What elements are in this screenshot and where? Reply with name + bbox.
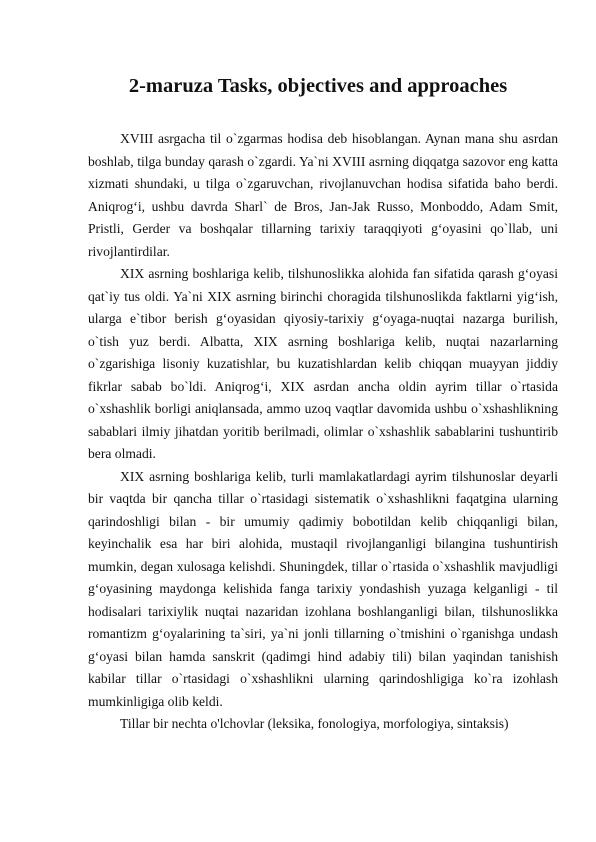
page-title: 2-maruza Tasks, objectives and approaches [128, 74, 508, 97]
paragraph-1: XVIII asrgacha til o`zgarmas hodisa deb hisoblangan. Aynan mana shu asrdan boshlab, tilga bunday qarash o`zgardi. Ya`ni XVIII asrning diqqatga sazovor eng katta xizmati shundaki, u tilga o`zgaruvchan, rivojlanuvchan hodisa sifatida baho berdi. Aniqrog‘i, ushbu davrda Sharl` de Bros, Jan-Jak Russo, Monboddo, Adam Smit, Pristli, Gerder va boshqalar tillarning tarixiy taraqqiyoti g‘oyasini qo`llab, uni rivojlantirdilar. [88, 131, 558, 259]
paragraph-4: Tillar bir nechta o'lchovlar (leksika, fonologiya, morfologiya, sintaksis) [120, 716, 509, 731]
paragraph-2: XIX asrning boshlariga kelib, tilshunoslikka alohida fan sifatida qarash g‘oyasi qat`iy tus oldi. Ya`ni XIX asrning birinchi choragida tilshunoslikda faktlarni yig‘ish, ularga e`tibor berish g‘oyasidan qiyosiy-tarixiy g‘oyaga-nuqtai nazarga burilish, o`tish yuz berdi. Albatta, XIX asrning boshlariga kelib, nuqtai nazarlarning o`zgarishiga lisoniy kuzatishlar, bu kuzatishlardan kelib chiqqan muayyan jiddiy fikrlar sabab bo`ldi. Aniqrog‘i, XIX asrdan ancha oldin ayrim tillar o`rtasida o`xshashlik borligi aniqlansada, ammo uzoq vaqtlar davomida ushbu o`xshashlikning sabablari ilmiy jihatdan yoritib berilmadi, olimlar o`xshashlik sabablarini tushuntirib bera olmadi. [88, 266, 558, 461]
document-body [88, 128, 558, 736]
paragraph-3: XIX asrning boshlariga kelib, turli mamlakatlardagi ayrim tilshunoslar deyarli bir vaqtda bir qancha tillar o`rtasidagi sistematik o`xshashlikni faqatgina ularning qarindoshligi bilan - bir umumiy qadimiy bobotildan kelib chiqqanligi bilan, keyinchalik esa har biri alohida, mustaqil rivojlanganligi bilangina tushuntirish mumkin, degan xulosaga kelishdi. Shuningdek, tillar o`rtasida o`xshashlik mavjudligi g‘oyasining maydonga kelishida fanga tarixiy yondashish yuzaga kelganligi - til hodisalari tarixiylik nuqtai nazaridan izohlana boshlanganligi bilan, tilshunoslikka romantizm g‘oyalarining ta`siri, ya`ni jonli tillarning o`tmishini o`rganishga undash g‘oyasi bilan hamda sanskrit (qadimgi hind adabiy tili) bilan yaqindan tanishish kabilar tillar o`rtasidagi o`xshashlikni ularning qarindoshligiga ko`ra izohlash mumkinligiga olib keldi. [88, 468, 558, 709]
